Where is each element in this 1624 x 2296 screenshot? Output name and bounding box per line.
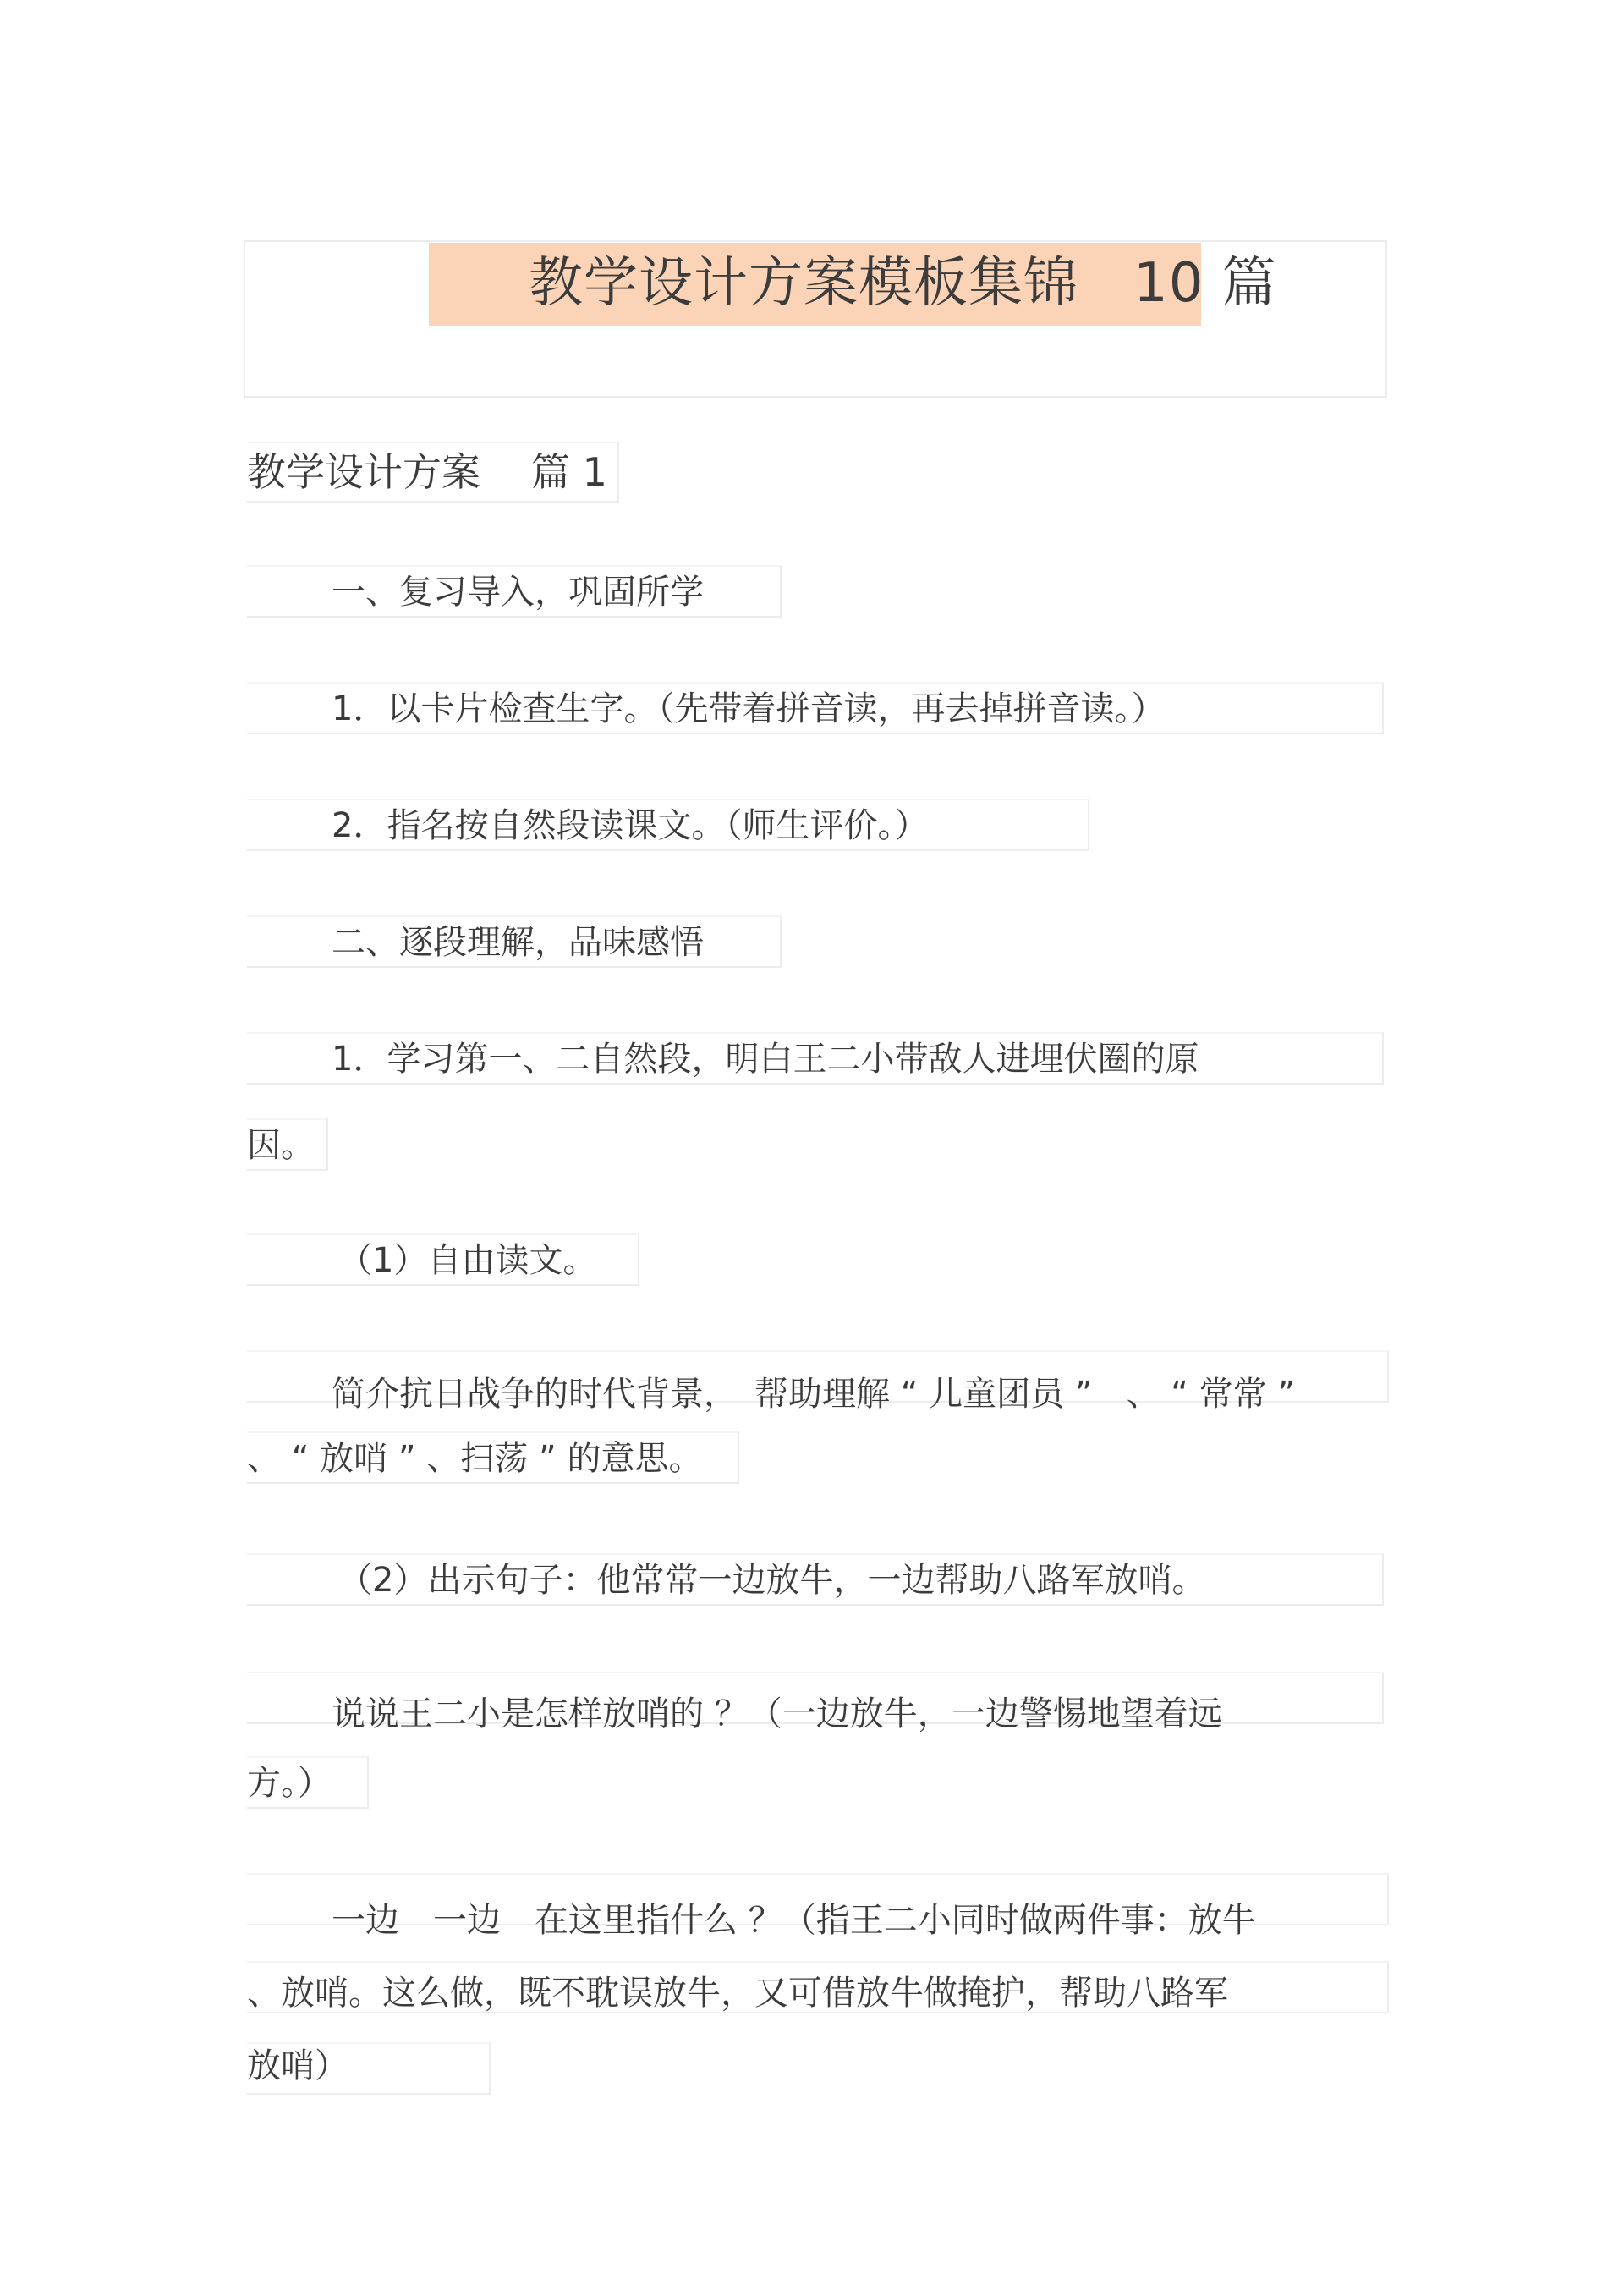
section-heading-number: 篇 1 bbox=[531, 449, 607, 495]
paragraph-line: 一边 一边 在这里指什么 ？（指王二小同时做两件事：放牛 bbox=[332, 1901, 1256, 1940]
paragraph-line: 放哨） bbox=[247, 2046, 348, 2085]
paragraph-line: 简介抗日战争的时代背景， 帮助理解 “ 儿童团员 ” 、 “ 常常 ” bbox=[332, 1375, 1296, 1414]
paragraph-line: 因。 bbox=[247, 1126, 315, 1165]
paragraph-line: 、放哨。这么做，既不耽误放牛，又可借放牛做掩护，帮助八路军 bbox=[247, 1974, 1228, 2013]
paragraph-line: 1．学习第一、二自然段，明白王二小带敌人进埋伏圈的原 bbox=[332, 1040, 1199, 1079]
paragraph-line: （1）自由读文。 bbox=[338, 1241, 597, 1280]
section-heading-frame bbox=[247, 442, 619, 503]
paragraph-line: （2）出示句子：他常常一边放牛，一边帮助八路军放哨。 bbox=[338, 1561, 1206, 1600]
paragraph-line: 2．指名按自然段读课文。（师生评价。） bbox=[332, 806, 929, 845]
document-title: 教学设计方案模板集锦 10 篇 bbox=[529, 252, 1277, 315]
outline-heading-1: 一、复习导入，巩固所学 bbox=[332, 573, 704, 612]
paragraph-line: 1．以卡片检查生字。（先带着拼音读，再去掉拼音读。） bbox=[332, 689, 1166, 728]
paragraph-line: 说说王二小是怎样放哨的 ？（一边放牛，一边警惕地望着远 bbox=[332, 1695, 1222, 1733]
section-heading-label: 教学设计方案 bbox=[247, 449, 480, 495]
paragraph-line: 、 “ 放哨 ” 、扫荡 ” 的意思。 bbox=[247, 1439, 703, 1478]
paragraph-line: 方。） bbox=[247, 1764, 332, 1803]
outline-heading-2: 二、逐段理解，品味感悟 bbox=[332, 923, 704, 962]
